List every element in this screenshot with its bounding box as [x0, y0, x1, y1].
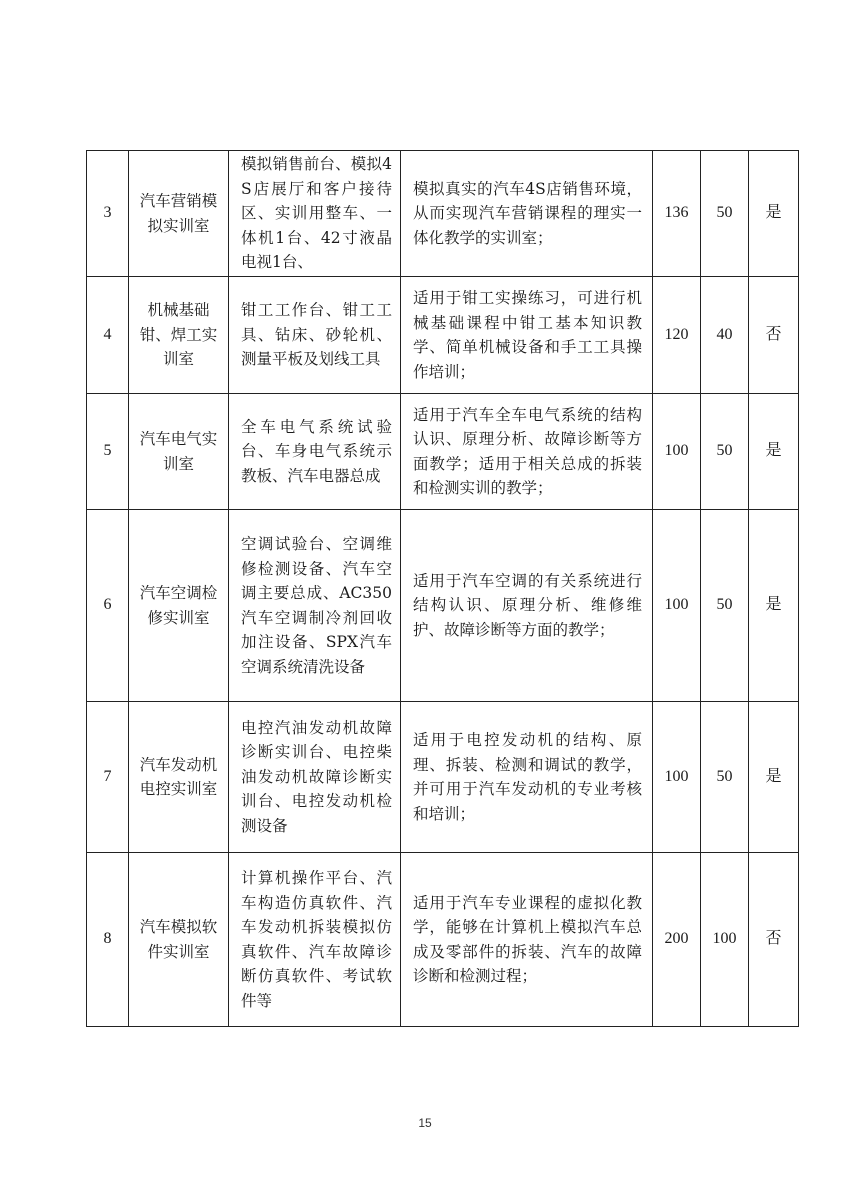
- capacity-value: 50: [701, 510, 749, 702]
- capacity-value: 100: [701, 853, 749, 1027]
- capacity-value: 50: [701, 702, 749, 853]
- flag-value: 是: [749, 394, 799, 510]
- equipment-list: 计算机操作平台、汽车构造仿真软件、汽车发动机拆装模拟仿真软件、汽车故障诊断仿真软件、考试软件等: [229, 853, 401, 1027]
- equipment-list: 全车电气系统试验台、车身电气系统示教板、汽车电器总成: [229, 394, 401, 510]
- room-name: 汽车空调检修实训室: [129, 510, 229, 702]
- area-value: 200: [653, 853, 701, 1027]
- flag-value: 是: [749, 510, 799, 702]
- function-description: 适用于钳工实操练习，可进行机械基础课程中钳工基本知识教学、简单机械设备和手工工具操作培训；: [401, 277, 653, 394]
- capacity-value: 50: [701, 151, 749, 277]
- capacity-value: 50: [701, 394, 749, 510]
- function-description: 适用于电控发动机的结构、原理、拆装、检测和调试的教学，并可用于汽车发动机的专业考核和培训；: [401, 702, 653, 853]
- row-number: 6: [87, 510, 129, 702]
- area-value: 120: [653, 277, 701, 394]
- table-row: [87, 151, 799, 277]
- function-description: 适用于汽车全车电气系统的结构认识、原理分析、故障诊断等方面教学；适用于相关总成的拆装和检测实训的教学；: [401, 394, 653, 510]
- area-value: 100: [653, 510, 701, 702]
- room-name: 汽车模拟软件实训室: [129, 853, 229, 1027]
- area-value: 100: [653, 394, 701, 510]
- flag-value: 是: [749, 702, 799, 853]
- equipment-list: 钳工工作台、钳工工具、钻床、砂轮机、测量平板及划线工具: [229, 277, 401, 394]
- capacity-value: 40: [701, 277, 749, 394]
- room-name: 机械基础钳、焊工实训室: [129, 277, 229, 394]
- flag-value: 是: [749, 151, 799, 277]
- training-room-table: [86, 150, 799, 1027]
- flag-value: 否: [749, 853, 799, 1027]
- table-row: [87, 277, 799, 394]
- equipment-list: 空调试验台、空调维修检测设备、汽车空调主要总成、AC350汽车空调制冷剂回收加注设备、SPX汽车空调系统清洗设备: [229, 510, 401, 702]
- row-number: 5: [87, 394, 129, 510]
- function-description: 模拟真实的汽车4S店销售环境，从而实现汽车营销课程的理实一体化教学的实训室；: [401, 151, 653, 277]
- area-value: 136: [653, 151, 701, 277]
- function-description: 适用于汽车空调的有关系统进行结构认识、原理分析、维修维护、故障诊断等方面的教学；: [401, 510, 653, 702]
- room-name: 汽车营销模拟实训室: [129, 151, 229, 277]
- row-number: 4: [87, 277, 129, 394]
- room-name: 汽车发动机电控实训室: [129, 702, 229, 853]
- row-number: 8: [87, 853, 129, 1027]
- row-number: 7: [87, 702, 129, 853]
- flag-value: 否: [749, 277, 799, 394]
- table-row: [87, 394, 799, 510]
- table-row: [87, 702, 799, 853]
- equipment-list: 电控汽油发动机故障诊断实训台、电控柴油发动机故障诊断实训台、电控发动机检测设备: [229, 702, 401, 853]
- row-number: 3: [87, 151, 129, 277]
- room-name: 汽车电气实训室: [129, 394, 229, 510]
- area-value: 100: [653, 702, 701, 853]
- page-number: 15: [418, 1116, 432, 1130]
- table-row: [87, 510, 799, 702]
- table-row: [87, 853, 799, 1027]
- function-description: 适用于汽车专业课程的虚拟化教学，能够在计算机上模拟汽车总成及零部件的拆装、汽车的故障诊断和检测过程；: [401, 853, 653, 1027]
- equipment-list: 模拟销售前台、模拟4S店展厅和客户接待区、实训用整车、一体机1台、42寸液晶电视1台、: [229, 151, 401, 277]
